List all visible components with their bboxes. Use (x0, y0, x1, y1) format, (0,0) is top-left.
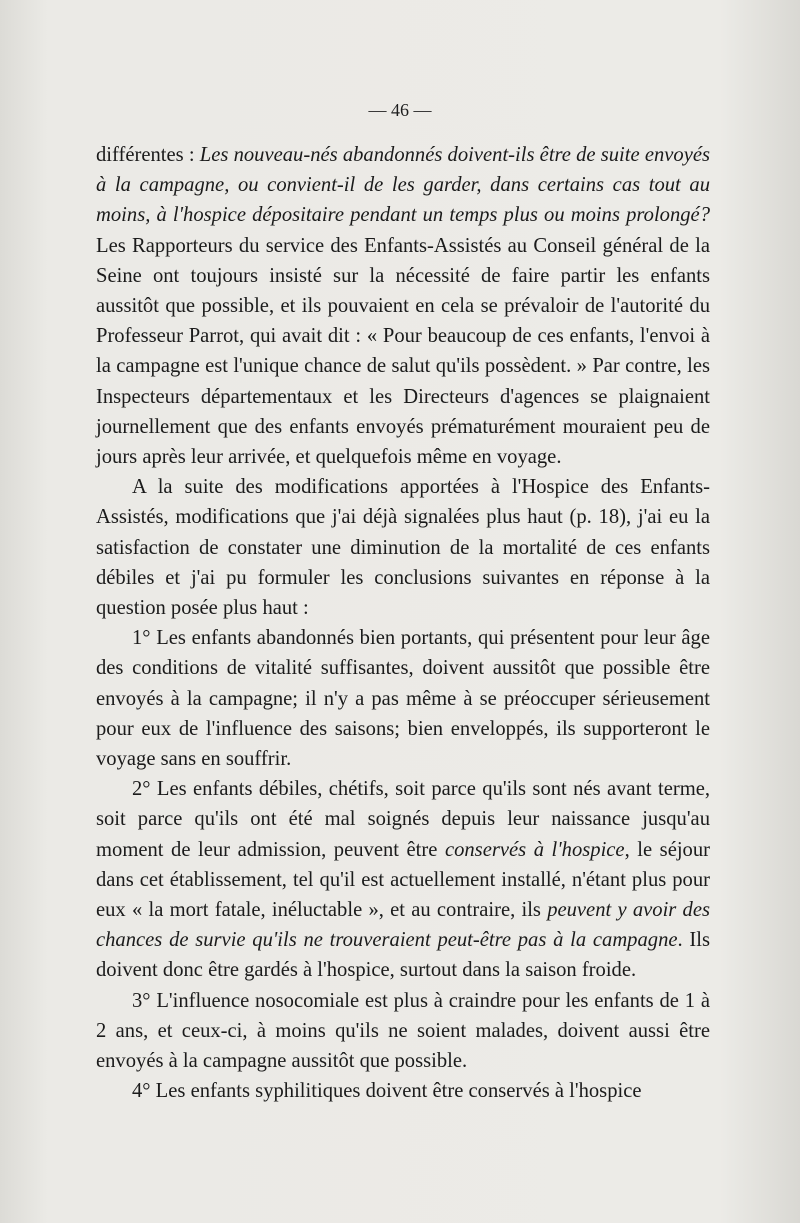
text-segment: 2° Les enfants débiles, chétifs, soit parce qu'ils sont nés avant terme, soit parce qu'ils ont été mal soignés depuis leur naissance jusqu'au moment de leur admission, peuvent être (96, 778, 710, 861)
text-segment: 1° Les enfants abandonnés bien portants, qui présentent pour leur âge des conditions de vitalité suffisantes, doivent aussitôt que possible être envoyés à la campagne; il n'y a pas même à se préoccuper sérieusement pour eux de l'influence des saisons; bien enveloppés, ils supporteront le voyage sans en souffrir. (96, 627, 710, 771)
paragraph (96, 472, 710, 623)
text-segment: A la suite des modifications apportées à l'Hospice des Enfants-Assistés, modifications que j'ai déjà signalées plus haut (p. 18), j'ai eu la satisfaction de constater une diminution de la mortalité de ces enfants débiles et j'ai pu formuler les conclusions suivantes en réponse à la question posée plus haut : (96, 476, 710, 620)
paragraph-conclusion-3 (96, 986, 710, 1077)
text-segment: Les Rapporteurs du service des Enfants-Assistés au Conseil général de la Seine ont toujours insisté sur la nécessité de faire partir les enfants aussitôt que possible, et ils pouvaient en cela se prévaloir de l'autorité du Professeur Parrot, qui avait dit : « Pour beaucoup de ces enfants, l'envoi à la campagne est l'unique chance de salut qu'ils possèdent. » Par contre, les Inspecteurs départementaux et les Directeurs d'agences se plaignaient journellement que des enfants envoyés prématurément mouraient peu de jours après leur arrivée, et quelquefois même en voyage. (96, 234, 710, 469)
page-number: — 46 — (368, 100, 432, 120)
paragraph (96, 140, 710, 472)
text-segment: . Ils doivent donc être gardés à l'hospice, surtout dans la saison froide. (96, 929, 710, 982)
text-segment: , le séjour dans cet établissement, tel qu'il est actuellement installé, n'étant plus pour eux « la mort fatale, inéluctable », et au contraire, ils (96, 838, 711, 922)
text-segment: 3° L'influence nosocomiale est plus à craindre pour les enfants de 1 à 2 ans, et ceux-ci, à moins qu'ils ne soient malades, doivent aussi être envoyés à la campagne aussitôt que possible. (96, 989, 710, 1073)
text-segment-italic: conservés à l'hospice (444, 838, 625, 861)
paragraph-conclusion-4 (96, 1076, 710, 1106)
paragraph-conclusion-2 (96, 774, 710, 985)
text-segment: différentes : (96, 144, 200, 166)
paragraph-conclusion-1 (96, 623, 710, 774)
text-segment: 4° Les enfants syphilitiques doivent être conservés à l'hospice (132, 1080, 642, 1103)
body-text (96, 140, 710, 1107)
text-segment-italic: Les nouveau-nés abandonnés doivent-ils être de suite envoyés à la campagne, ou convient-il de les garder, dans certains cas tout au moins, à l'hospice dépositaire pendant un temps plus ou moins prolongé? (96, 144, 710, 227)
text-segment-italic: peuvent y avoir des chances de survie qu'ils ne trouveraient peut-être pas à la campagne (96, 899, 711, 952)
